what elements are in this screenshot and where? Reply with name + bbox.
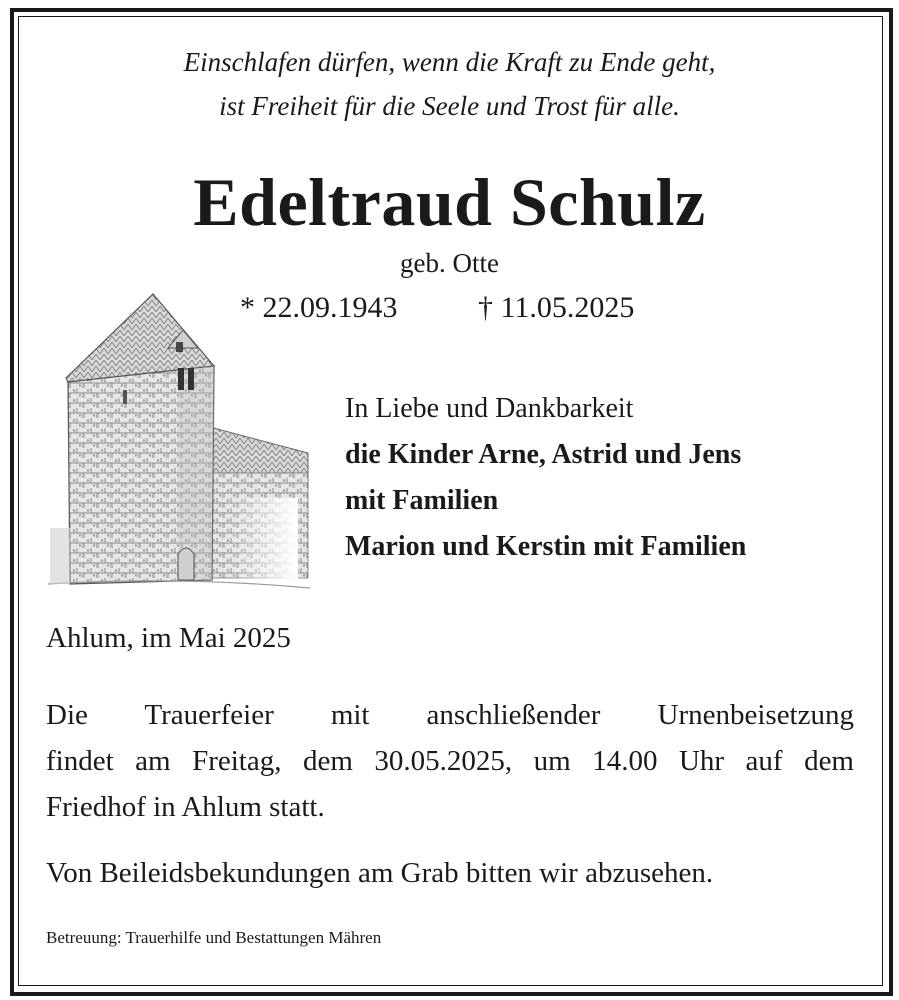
mourners-intro: In Liebe und Dankbarkeit (345, 393, 634, 424)
birth-date: * 22.09.1943 (240, 291, 398, 324)
quote-line-2: ist Freiheit für die Seele und Trost für alle. (219, 91, 680, 121)
mourners-line-3: Marion und Kerstin mit Familien (345, 531, 747, 562)
memorial-quote (0, 40, 899, 128)
mourners-block (345, 386, 865, 570)
death-date: † 11.05.2025 (478, 291, 635, 324)
deceased-name: Edeltraud Schulz (193, 164, 706, 240)
mourners-line-2: mit Familien (345, 485, 499, 516)
birth-name: geb. Otte (400, 248, 499, 278)
place-date: Ahlum, im Mai 2025 (46, 622, 291, 654)
ceremony-info (46, 692, 854, 830)
ceremony-line-2: findet am Freitag, dem 30.05.2025, um 14.00 Uhr auf dem (46, 745, 854, 777)
mourners-line-1: die Kinder Arne, Astrid und Jens (345, 439, 742, 470)
condolences-note: Von Beileidsbekundungen am Grab bitten wir abzusehen. (46, 857, 714, 889)
ceremony-line-1: Die Trauerfeier mit anschließender Urnenbeisetzung (46, 699, 854, 731)
church-tower-illustration-icon (28, 258, 318, 598)
ceremony-line-3: Friedhof in Ahlum statt. (46, 791, 325, 823)
funeral-care-note: Betreuung: Trauerhilfe und Bestattungen Mähren (46, 928, 382, 947)
quote-line-1: Einschlafen dürfen, wenn die Kraft zu Ende geht, (183, 47, 716, 77)
